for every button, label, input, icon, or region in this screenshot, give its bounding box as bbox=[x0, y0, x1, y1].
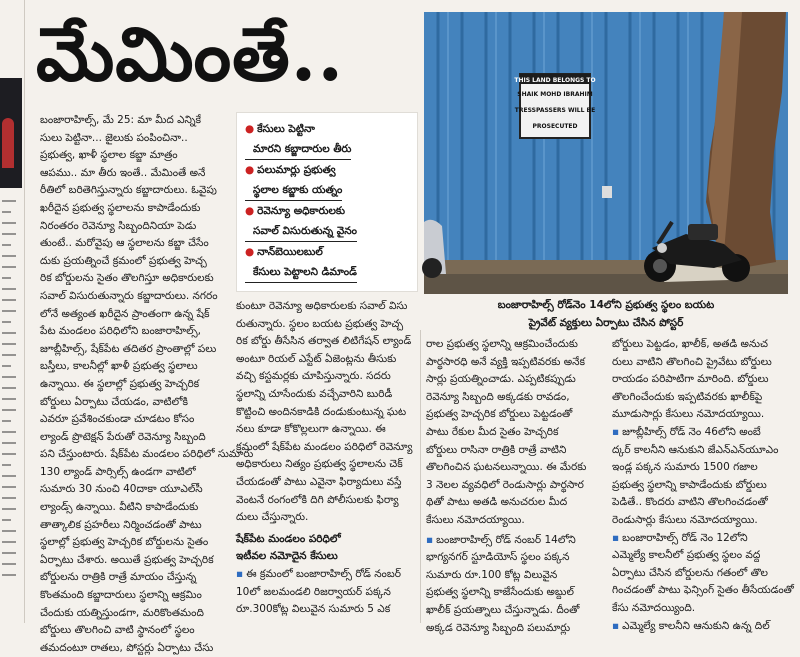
text-line: వెంటనే రంగంలోకి దిగి పోలీసులకు ఫిర్యా bbox=[236, 493, 399, 506]
section-subhead: ఇటీవల నమోదైన కేసులు bbox=[236, 550, 338, 563]
text-line: ఖరీదైన ప్రభుత్వ స్థలాలను కాపాడేందుకు bbox=[40, 201, 201, 214]
headline: మేమింతే.. bbox=[36, 12, 345, 98]
text-line: కేసులు నమోదయ్యాయి. bbox=[426, 513, 525, 526]
text-line: ఎమ్మెల్యే కాలనీలో ప్రభుత్వ స్థలం వద్ద bbox=[612, 549, 761, 562]
text-line: తాత్కాలిక ప్రహరీలు నిర్మించడంతో పాటు bbox=[40, 518, 202, 531]
text-line: ▪ ఈ క్రమంలో బంజారాహిల్స్ రోడ్ నంబర్ bbox=[236, 567, 401, 580]
text-line: పాటు రేకుల మీద సైతం హెచ్చరిక bbox=[426, 425, 559, 438]
photo-caption bbox=[424, 296, 788, 332]
text-line: స్థలాన్ని చూసేందుకు వచ్చేవారిని బురిడీ bbox=[236, 387, 393, 400]
text-line: ద్కర్ కాలనీని ఆనుకుని జేఎన్ఎన్‌యూఎం bbox=[612, 443, 779, 456]
text-line: ల్యాండ్ ప్రొటెక్షన్ పేరుతో రెవెన్యూ సిబ్బంది bbox=[40, 430, 206, 443]
text-line: బోర్డులు పెట్టడం, ఖాలీక్, అతడి అనుచ bbox=[612, 338, 768, 350]
blue-bullet-icon: ▪ bbox=[426, 533, 434, 546]
caption-line-2: ప్రైవేట్ వ్యక్తులు ఏర్పాటు చేసిన పోస్టర్ bbox=[528, 317, 684, 329]
text-line: క్రమంలో షేక్‌పేట మండలం పరిధిలో రెవెన్యూ bbox=[236, 440, 413, 453]
text-line: దుకు ప్రయత్నించే క్రమంలో ప్రభుత్వ హెచ్చ bbox=[40, 254, 207, 267]
text-line: నలు కూడా కోకొల్లలుగా ఉన్నాయి. ఈ bbox=[236, 423, 386, 436]
text-line: 10లో జలమండలి రిజర్వాయర్ పక్కన bbox=[236, 585, 391, 598]
text-line: నిరంతరం రెవెన్యూ సిబ్బందినియా పెడు bbox=[40, 219, 197, 232]
text-line: ఉన్నాయి. ఈ స్థలాల్లో ప్రభుత్వ హెచ్చరిక bbox=[40, 377, 200, 390]
text-line: సవాల్ విసురుతున్నారు కబ్జాదారులు. నగరం bbox=[40, 289, 218, 302]
text-line: థితో పాటు అతడి అనుచరుల మీద bbox=[426, 496, 568, 509]
blue-bullet-icon: ▪ bbox=[612, 531, 620, 544]
text-line: సుమారు 30 నుంచి 40దాకా యూఎల్‌సీ bbox=[40, 483, 203, 496]
highlight-item: ● నాన్‌బెయిలబుల్ కేసులు పెట్టాలని డిమాండ్ bbox=[237, 242, 417, 283]
text-line: ఖాలీక్ ప్రయత్నాలు చేస్తున్నాడు. దీంతో bbox=[426, 603, 580, 616]
text-line: బస్తీలు, కాలనీల్లో ఖాళీ ప్రభుత్వ స్థలాలు bbox=[40, 360, 198, 373]
red-bullet-icon: ● bbox=[245, 246, 255, 258]
blue-bullet-icon: ▪ bbox=[612, 619, 620, 632]
photo-illustration bbox=[424, 12, 788, 294]
text-line: బంజారాహిల్స్, మే 25: మా మీద ఎన్నికే bbox=[40, 114, 201, 126]
article-column-3 bbox=[426, 336, 604, 637]
text-line: ఎవరూ ప్రవేశించకుండా చూడటం కోసం bbox=[40, 413, 195, 426]
text-line: బోర్డులు రాసినా రాత్రికి రాత్రే వాటిని bbox=[426, 443, 567, 456]
adjacent-article-strip bbox=[0, 0, 22, 623]
text-line: ఇండ్ల పక్కన సుమారు 1500 గజాల bbox=[612, 461, 758, 474]
text-line: కొట్టించి అందినకాడికి దండుకుంటున్న ఘట bbox=[236, 405, 407, 418]
text-line: తొలగించిన ఘటనలున్నాయి. ఈ మేరకు bbox=[426, 461, 587, 474]
text-line: పేట మండలం పరిధిలోని బంజారాహిల్స్, bbox=[40, 325, 201, 338]
text-line: ఏర్పాటు చేశారు. అయితే ప్రభుత్వ హెచ్చరిక bbox=[40, 553, 214, 566]
sign-line-1: THIS LAND BELONGS TO bbox=[514, 77, 596, 84]
highlight-item: ● కేసులు పెట్టినా మారని కబ్జాదారుల తీరు bbox=[237, 119, 417, 160]
column-rule bbox=[24, 0, 25, 623]
sign-line-3: TRESSPASSERS WILL BE bbox=[514, 107, 596, 114]
text-line: రెండుసార్లు కేసులు నమోదయ్యాయి. bbox=[612, 513, 758, 526]
text-line: రిక బోర్డు తీసేసిన తర్వాత లిటిగేషన్ ల్యాండ్ bbox=[236, 335, 412, 348]
text-line: ▪ జూబ్లీహిల్స్ రోడ్ నెం 46లోని అంబే bbox=[612, 425, 761, 438]
adjacent-photo-figure bbox=[2, 118, 14, 168]
text-line: ప్రభుత్వ స్థలాన్ని కాపాడేందుకు బోర్డులు bbox=[612, 478, 767, 491]
sign-line-4: PROSECUTED bbox=[532, 123, 578, 130]
text-line: పని చేస్తుంటారు. షేక్‌పేట మండలం పరిధిలో సుమారు bbox=[40, 448, 254, 461]
article-column-4 bbox=[612, 336, 792, 635]
text-line: తొలగించేందుకు ఇప్పటివరకు ఖాలీక్‌పై bbox=[612, 390, 763, 403]
text-line: ప్రభుత్వ, ఖాళీ స్థలాల కబ్జా మాత్రం bbox=[40, 149, 178, 162]
text-line: చేయడంతో పాటు ఎవైనా ఫిర్యాదులు వస్తే bbox=[236, 475, 402, 488]
text-line: వచ్చి కస్టమర్లకు చూపిస్తున్నారు. సదరు bbox=[236, 370, 391, 383]
red-bullet-icon: ● bbox=[245, 123, 255, 135]
text-line: ల్యాండ్స్ ఉన్నాయి. వీటిని కాపాడేందుకు bbox=[40, 501, 199, 514]
text-line: సులు పెట్టినా... జైలుకు పంపించినా.. bbox=[40, 131, 188, 144]
text-line: ప్రభుత్వ స్థలాన్ని కాజేసేందుకు అబ్దుల్ bbox=[426, 586, 574, 599]
text-line: స్థలాల్లో ప్రభుత్వ హెచ్చరిక బోర్డులను సైతం bbox=[40, 536, 209, 549]
text-line: రులు వాటిని తొలగించి ప్రైవేటు బోర్డులు bbox=[612, 355, 772, 368]
text-line: చేందుకు యత్నిస్తుండగా, మరికొంతమంది bbox=[40, 606, 204, 619]
article-photo bbox=[424, 12, 788, 294]
column-rule bbox=[420, 330, 421, 623]
text-line: మూడుసార్లు కేసులు నమోదయ్యాయి. bbox=[612, 408, 765, 421]
text-line: అంటూ రియల్ ఎస్టేట్ ఏజెంట్లను తీసుకు bbox=[236, 352, 397, 365]
text-line: 130 ల్యాండ్ పార్సిల్స్ ఉండగా వాటిలో bbox=[40, 465, 196, 478]
text-line: రాయడం పరిపాటిగా మారింది. బోర్డులు bbox=[612, 373, 769, 386]
text-line: అధికారులు నిత్యం ప్రభుత్వ స్థలాలను చెక్ bbox=[236, 458, 403, 471]
text-line: పార్థసారధి అనే వ్యక్తి ఇప్పటివరకు అనేక bbox=[426, 355, 585, 368]
text-line: ▪ బంజారాహిల్స్ రోడ్ నంబర్ 14లోని bbox=[426, 533, 576, 546]
caption-line-1: బంజారాహిల్స్ రోడ్‌నెం 14లోని ప్రభుత్వ స్థలం బయట bbox=[497, 299, 715, 311]
text-line: సుమారు రూ.100 కోట్ల విలువైన bbox=[426, 568, 558, 581]
text-line: రిక బోర్డులను సైతం తొలగిస్తూ అధికారులకు bbox=[40, 272, 214, 285]
text-line: రాల ప్రభుత్వ స్థలాన్ని ఆక్రమించేందుకు bbox=[426, 338, 578, 350]
article-column-1 bbox=[40, 112, 254, 657]
text-line: ప్రభుత్వ హెచ్చరిక బోర్డులు పెట్టడంతో bbox=[426, 408, 573, 421]
sign-line-2: SHAIK MOHD IBRAHIM bbox=[517, 91, 593, 98]
text-line: కుంటూ రెవెన్యూ అధికారులకు సవాల్ విసు bbox=[236, 300, 408, 312]
section-subhead: షేక్‌పేట మండలం పరిధిలో bbox=[236, 532, 341, 545]
text-line: జూబ్లీహిల్స్, షేక్‌పేట తదితర ప్రాంతాల్లో పలు bbox=[40, 342, 217, 355]
text-line: బోర్డులను రాత్రికి రాత్రే మాయం చేస్తున్న bbox=[40, 571, 197, 584]
highlight-item: ● రెవెన్యూ అధికారులకు సవాల్ విసురుతున్న వైనం bbox=[237, 201, 417, 242]
text-line: రుతున్నారు. స్థలం బయట ప్రభుత్వ హెచ్చ bbox=[236, 317, 404, 330]
text-line: ఏర్పాటు చేసిన బోర్డులను గతంలో తొల bbox=[612, 566, 768, 579]
highlights-box bbox=[236, 112, 418, 292]
text-line: సార్లు ప్రయత్నించాడు. ఎప్పటికప్పుడు bbox=[426, 373, 576, 386]
text-line: లోనే అత్యంత ఖరీదైన ప్రాంతంగా ఉన్న షేక్ bbox=[40, 307, 210, 320]
text-line: రెవెన్యూ సిబ్బంది అక్కడకు రావడం, bbox=[426, 390, 570, 403]
red-bullet-icon: ● bbox=[245, 164, 255, 176]
red-bullet-icon: ● bbox=[245, 205, 255, 217]
text-line: దులు చేస్తున్నారు. bbox=[236, 511, 309, 524]
text-line: బోర్డులు ఏర్పాటు చేయడం, వాటిలోకి bbox=[40, 395, 188, 408]
text-line: పెడితే.. కొందరు వాటిని తొలగించడంతో bbox=[612, 496, 768, 509]
text-line: కేసు నమోదయ్యింది. bbox=[612, 601, 696, 614]
text-line: భాగ్యనగర్ స్టూడియోస్ స్థలం పక్కన bbox=[426, 551, 570, 564]
text-line: కొంతమంది కబ్జాదారులు స్థలాన్ని ఆక్రమిం bbox=[40, 589, 202, 602]
text-line: 3 నెలల వ్యవధిలో రెండుసార్లు పార్థసార bbox=[426, 478, 584, 491]
text-line: ఆపము.. మా తీరు ఇంతే.. మేమింతే అనే bbox=[40, 166, 206, 179]
text-line: ▪ బంజారాహిల్స్ రోడ్ నెం 12లోని bbox=[612, 531, 748, 544]
text-line: గించడంతో పాటు ఫెన్సింగ్ సైతం తీసేయడంతో bbox=[612, 584, 794, 597]
text-line: రూ.300కోట్ల విలువైన సుమారు 5 ఎక bbox=[236, 603, 391, 616]
adjacent-text-fragment bbox=[0, 200, 20, 585]
text-line: బోర్డులు తొలగించి వాటి స్థానంలో స్థలం bbox=[40, 624, 195, 637]
highlight-item: ● పలుమార్లు ప్రభుత్వ స్థలాల కబ్జాకు యత్నం bbox=[237, 160, 417, 201]
text-line: తుంటే.. మరోవైపు ఆ స్థలాలను కబ్జా చేసేం bbox=[40, 237, 209, 250]
text-line: అక్కడ రెవెన్యూ సిబ్బంది పలుమార్లు bbox=[426, 621, 571, 634]
blue-bullet-icon: ▪ bbox=[612, 425, 620, 438]
text-line: ▪ ఎమ్మెల్యే కాలనీని ఆనుకుని ఉన్న దిల్ bbox=[612, 619, 770, 632]
article-column-2 bbox=[236, 298, 416, 619]
text-line: రీతిలో బరితెగిస్తున్నారు కబ్జాదారులు. ఓవైపు bbox=[40, 184, 217, 197]
blue-bullet-icon: ▪ bbox=[236, 567, 244, 580]
text-line: తమదంటూ రాతలు, పోస్టర్లు ఏర్పాటు చేసు bbox=[40, 641, 214, 654]
